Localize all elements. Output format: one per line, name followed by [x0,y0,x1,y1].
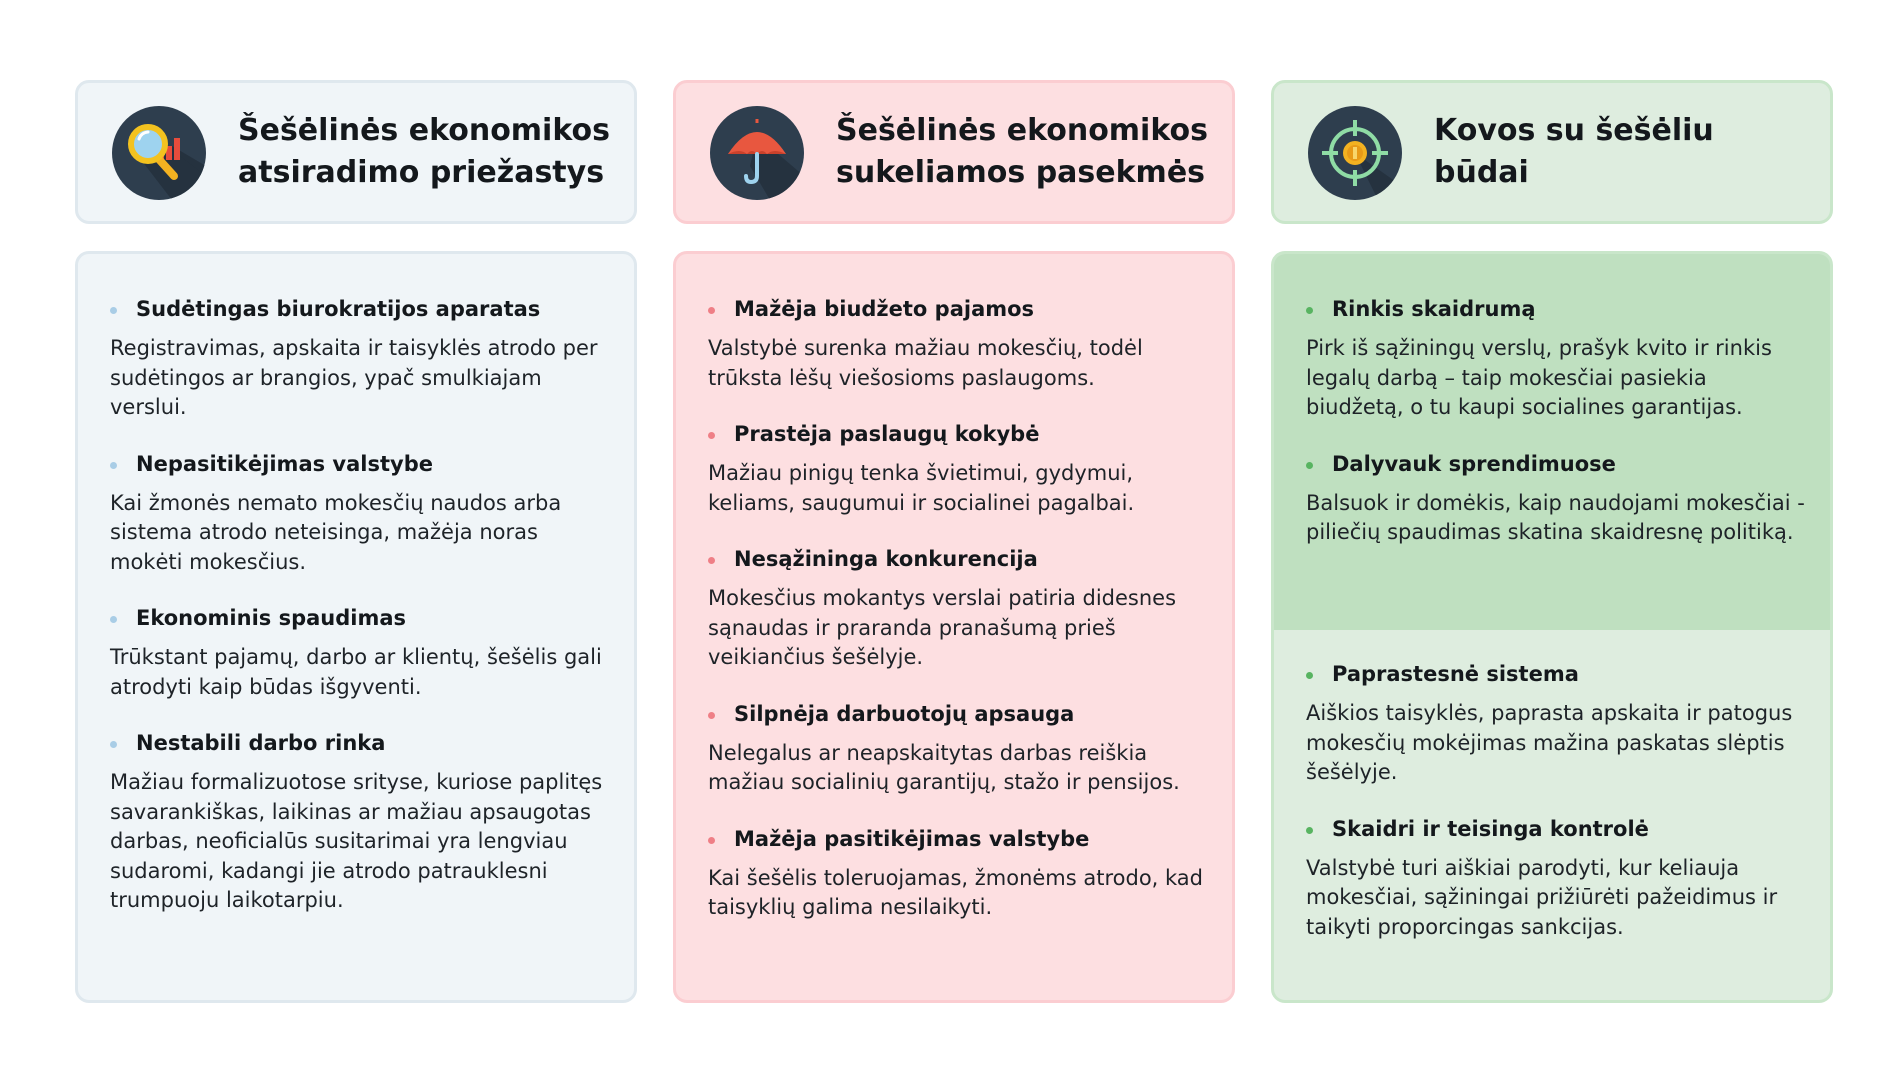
item-title: Nesąžininga konkurencija [708,544,1212,574]
item-title: Paprastesnė sistema [1306,659,1810,689]
item-text: Nelegalus ar neapskaitytas darbas reiškia mažiau socialinių garantijų, stažo ir pensijos. [708,740,1180,794]
solutions-panel [1271,251,1833,1003]
item-text: Mokesčius mokantys verslai patiria didesnes sąnaudas ir praranda pranašumą prieš veikiančius šešėlyje. [708,586,1177,669]
item-text: Kai šešėlis toleruojamas, žmonėms atrodo, kad taisyklių galima nesilaikyti. [708,865,1204,919]
item-title: Ekonominis spaudimas [110,603,614,633]
item-text: Valstybė surenka mažiau mokesčių, todėl trūksta lėšų viešosioms paslaugoms. [708,336,1143,390]
item-title: Skaidri ir teisinga kontrolė [1306,814,1810,844]
item-text: Pirk iš sąžiningų verslų, prašyk kvito ir rinkis legalų darbą – taip mokesčiai pasiekia biudžetą, o tu kaupi socialines garantijas. [1306,336,1772,419]
item-title: Prastėja paslaugų kokybė [708,419,1212,449]
column-title: Kovos su šešėliu būdai [1434,113,1714,190]
item-title: Sudėtingas biurokratijos aparatas [110,294,614,324]
column-header [75,80,637,224]
list-item [110,728,614,916]
column-header [673,80,1235,224]
list-item [1306,449,1810,548]
list-item [708,824,1212,923]
column-title: Šešėlinės ekonomikos atsiradimo priežastys [238,113,610,190]
column-header [1271,80,1833,224]
item-title: Mažėja biudžeto pajamos [708,294,1212,324]
item-text: Kai žmonės nemato mokesčių naudos arba sistema atrodo neteisinga, mažėja noras mokėti mokesčius. [110,490,562,574]
item-text: Trūkstant pajamų, darbo ar klientų, šešėlis gali atrodyti kaip būdas išgyventi. [110,645,602,699]
item-title: Nepasitikėjimas valstybe [110,449,614,479]
list-item [708,294,1212,393]
item-text: Aiškios taisyklės, paprasta apskaita ir patogus mokesčių mokėjimas mažina paskatas slėptis šešėlyje. [1306,701,1793,784]
list-item [708,699,1212,798]
item-title: Rinkis skaidrumą [1306,294,1810,324]
list-item [110,294,614,423]
list-item [1306,814,1810,943]
column-title: Šešėlinės ekonomikos sukeliamos pasekmės [836,113,1208,190]
causes-panel [75,251,637,1003]
item-title: Silpnėja darbuotojų apsauga [708,699,1212,729]
item-text: Registravimas, apskaita ir taisyklės atrodo per sudėtingos ar brangios, ypač smulkiajam verslui. [110,336,598,419]
consequences-panel [673,251,1235,1003]
item-text: Valstybė turi aiškiai parodyti, kur keliauja mokesčiai, sąžiningai prižiūrėti pažeidimus ir taikyti proporcingas sankcijas. [1306,855,1778,939]
item-text: Balsuok ir domėkis, kaip naudojami mokesčiai - piliečių spaudimas skatina skaidresnę politiką. [1306,490,1805,544]
list-item [110,449,614,578]
item-title: Mažėja pasitikėjimas valstybe [708,824,1212,854]
item-title: Dalyvauk sprendimuose [1306,449,1810,479]
item-text: Mažiau formalizuotose srityse, kuriose paplitęs savarankiškas, laikinas ar mažiau apsaugotas darbas, neoficialūs susitarimai yra lengviau sudaromi, kadangi jie atrodo patrauklesni trumpuoju laikotarpiu. [110,770,603,912]
state-actions-section [1306,659,1810,968]
umbrella-icon [710,106,804,200]
magnifier-chart-icon [112,106,206,200]
item-title: Nestabili darbo rinka [110,728,614,758]
list-item [1306,294,1810,423]
target-coin-icon [1308,106,1402,200]
list-item [708,419,1212,518]
item-text: Mažiau pinigų tenka švietimui, gydymui, keliams, saugumui ir socialinei pagalbai. [708,461,1135,515]
list-item [1306,659,1810,788]
list-item [708,544,1212,673]
list-item [110,603,614,702]
